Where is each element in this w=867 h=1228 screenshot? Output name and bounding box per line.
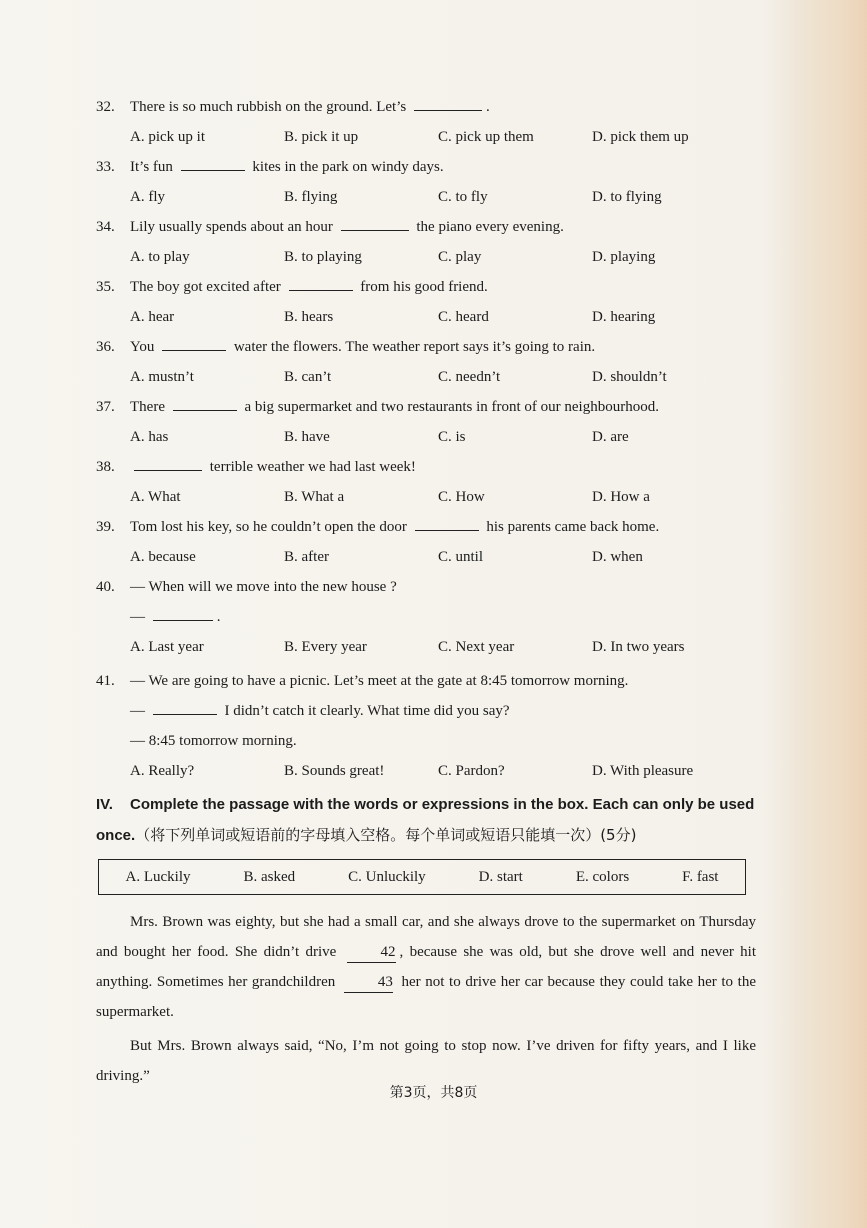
question-35 [96, 272, 756, 302]
option-c[interactable]: C. is [438, 429, 466, 445]
stem-after: the piano every evening. [412, 219, 564, 235]
option-d[interactable]: D. How a [592, 489, 650, 505]
option-d[interactable]: D. pick them up [592, 129, 689, 145]
option-a[interactable]: A. fly [130, 189, 165, 205]
option-a[interactable]: A. Really? [130, 763, 195, 779]
question-40 [96, 572, 756, 602]
stem-after: . [485, 99, 490, 115]
option-d[interactable]: D. hearing [592, 309, 656, 325]
section-instruction-cn: （将下列单词或短语前的字母填入空格。每个单词或短语只能填一次）(5分) [135, 826, 637, 844]
dash: — [130, 609, 149, 625]
option-d[interactable]: D. to flying [592, 189, 662, 205]
question-stem [130, 92, 756, 122]
word-option-f: F. fast [682, 868, 719, 885]
stem-after: kites in the park on windy days. [248, 159, 444, 175]
answer-blank[interactable] [415, 514, 479, 531]
option-b[interactable]: B. to playing [284, 249, 362, 265]
question-number: 32. [96, 99, 115, 115]
option-a[interactable]: A. mustn’t [130, 369, 194, 385]
answer-blank[interactable] [153, 698, 217, 715]
options-34 [96, 242, 756, 272]
answer-blank[interactable] [134, 454, 202, 471]
word-option-e: E. colors [575, 868, 630, 885]
options-38 [96, 482, 756, 512]
period: . [216, 609, 221, 625]
question-list [96, 92, 756, 572]
option-b[interactable]: B. Every year [284, 639, 367, 655]
option-a[interactable]: A. Last year [130, 639, 204, 655]
answer-blank[interactable] [162, 334, 226, 351]
stem-before: There is so much rubbish on the ground. Let’s [130, 99, 410, 115]
answer-blank[interactable] [153, 604, 213, 621]
passage [96, 907, 756, 1091]
passage-paragraph-2: But Mrs. Brown always said, “No, I’m not going to stop now. I’ve driven for fifty years, and I like driving.” [96, 1038, 756, 1084]
option-a[interactable]: A. pick up it [130, 129, 205, 145]
option-c[interactable]: C. Next year [438, 639, 515, 655]
stem-before: It’s fun [130, 159, 177, 175]
answer-blank[interactable] [341, 214, 409, 231]
option-d[interactable]: D. playing [592, 249, 656, 265]
option-a[interactable]: A. has [130, 429, 169, 445]
section-4-heading [96, 790, 756, 851]
page-footer: 第3页，共8页 [389, 1085, 478, 1101]
question-line: — When will we move into the new house ? [130, 579, 397, 595]
passage-text: her not to drive her car because they could take her to the supermarket. [96, 974, 756, 1020]
option-c[interactable]: C. needn’t [438, 369, 501, 385]
passage-text: , because she was old, but she drove well and never hit anything. Sometimes her grandchildren [96, 944, 756, 990]
question-33 [96, 152, 756, 182]
question-stem [130, 512, 756, 542]
word-option-a: A. Luckily [125, 868, 191, 885]
stem-after: a big supermarket and two restaurants in front of our neighbourhood. [240, 399, 659, 415]
question-41-reply: — 8:45 tomorrow morning. [130, 733, 297, 749]
options-35 [96, 302, 756, 332]
question-40-response [96, 602, 756, 632]
option-b[interactable]: B. have [284, 429, 330, 445]
option-b[interactable]: B. pick it up [284, 129, 359, 145]
question-number: 39. [96, 519, 115, 535]
option-d[interactable]: D. With pleasure [592, 763, 694, 779]
blank-42[interactable]: 42 [347, 942, 396, 963]
options-37 [96, 422, 756, 452]
word-option-b: B. asked [243, 868, 296, 885]
word-box [98, 859, 746, 895]
question-38 [96, 452, 756, 482]
option-c[interactable]: C. Pardon? [438, 763, 505, 779]
stem-before: There [130, 399, 169, 415]
stem-before: You [130, 339, 159, 355]
question-stem [130, 452, 756, 482]
question-36 [96, 332, 756, 362]
exam-content [96, 92, 756, 1091]
option-b[interactable]: B. hears [284, 309, 334, 325]
option-c[interactable]: C. pick up them [438, 129, 534, 145]
option-b[interactable]: B. after [284, 549, 329, 565]
section-title: Complete the passage with the words or expressions in the box. Each can only be used once. [96, 796, 755, 844]
option-b[interactable]: B. What a [284, 489, 345, 505]
question-40-options [96, 632, 756, 662]
passage-paragraph-1 [96, 907, 756, 1027]
question-number: 37. [96, 399, 115, 415]
section-number: IV. [96, 796, 113, 813]
dash: — [130, 703, 149, 719]
option-d[interactable]: D. are [592, 429, 629, 445]
options-33 [96, 182, 756, 212]
stem-before: Tom lost his key, so he couldn’t open the door [130, 519, 411, 535]
option-c[interactable]: C. play [438, 249, 482, 265]
option-b[interactable]: B. can’t [284, 369, 332, 385]
question-41-options [96, 756, 756, 786]
stem-after: water the flowers. The weather report says it’s going to rain. [230, 339, 596, 355]
question-stem [130, 272, 756, 302]
question-41-response [96, 696, 756, 726]
options-39 [96, 542, 756, 572]
word-option-d: D. start [478, 868, 523, 885]
question-32 [96, 92, 756, 122]
option-b[interactable]: B. flying [284, 189, 338, 205]
blank-43[interactable]: 43 [344, 972, 393, 993]
passage-text: Mrs. Brown was eighty, but she had a small car, and she always drove to the supermarket on Thursday and bought her food. She didn’t drive [96, 914, 756, 960]
question-stem [130, 332, 756, 362]
option-d[interactable]: D. In two years [592, 639, 685, 655]
question-number: 34. [96, 219, 115, 235]
option-d[interactable]: D. when [592, 549, 643, 565]
option-b[interactable]: B. Sounds great! [284, 763, 385, 779]
option-a[interactable]: A. hear [130, 309, 175, 325]
question-number: 38. [96, 459, 115, 475]
option-d[interactable]: D. shouldn’t [592, 369, 667, 385]
options-32 [96, 122, 756, 152]
word-option-c: C. Unluckily [348, 868, 426, 885]
question-number: 40. [96, 579, 115, 595]
question-stem [130, 392, 756, 422]
option-a[interactable]: A. What [130, 489, 181, 505]
option-c[interactable]: C. How [438, 489, 485, 505]
question-number: 41. [96, 673, 115, 689]
option-a[interactable]: A. because [130, 549, 196, 565]
stem-after: terrible weather we had last week! [206, 459, 416, 475]
question-37 [96, 392, 756, 422]
stem-before: Lily usually spends about an hour [130, 219, 337, 235]
paper-edge-shadow [797, 0, 867, 1228]
answer-blank[interactable] [181, 154, 245, 171]
answer-blank[interactable] [289, 274, 353, 291]
options-36 [96, 362, 756, 392]
question-34 [96, 212, 756, 242]
question-stem [130, 152, 756, 182]
option-c[interactable]: C. heard [438, 309, 489, 325]
stem-after: his parents came back home. [482, 519, 660, 535]
stem-before: The boy got excited after [130, 279, 285, 295]
option-a[interactable]: A. to play [130, 249, 190, 265]
question-39 [96, 512, 756, 542]
question-number: 35. [96, 279, 115, 295]
answer-blank[interactable] [414, 94, 482, 111]
option-c[interactable]: C. to fly [438, 189, 488, 205]
response-text: I didn’t catch it clearly. What time did you say? [220, 703, 510, 719]
question-stem [130, 212, 756, 242]
question-number: 36. [96, 339, 115, 355]
option-c[interactable]: C. until [438, 549, 484, 565]
stem-after: from his good friend. [356, 279, 488, 295]
question-line: — We are going to have a picnic. Let’s meet at the gate at 8:45 tomorrow morning. [130, 673, 629, 689]
answer-blank[interactable] [173, 394, 237, 411]
question-41 [96, 666, 756, 696]
question-number: 33. [96, 159, 115, 175]
